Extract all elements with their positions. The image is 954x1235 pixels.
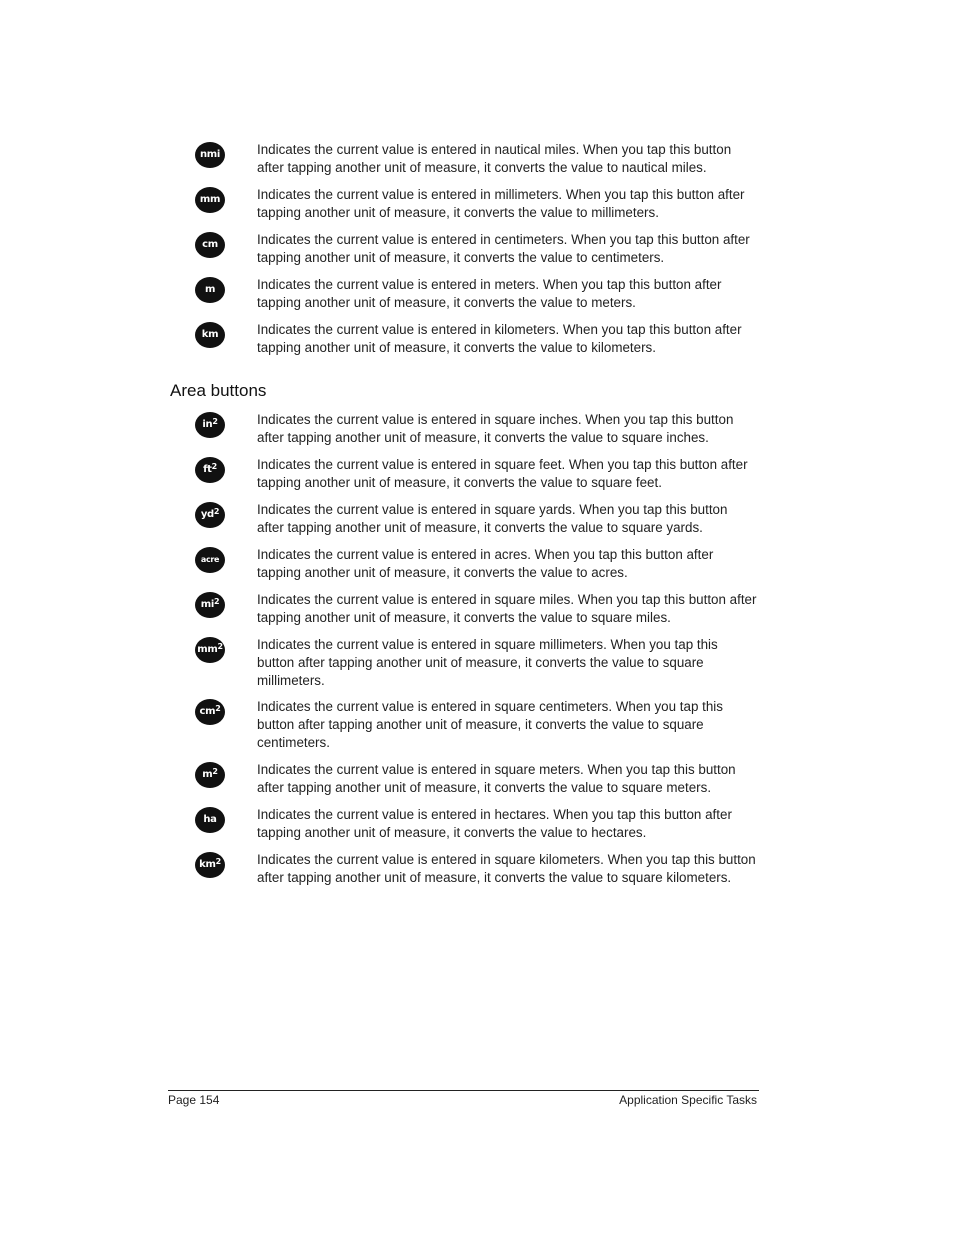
mm-description: Indicates the current value is entered in millimeters. When you tap this button after tapping another unit of measure, it converts the value to millimeters. xyxy=(257,187,745,220)
sq-km-button-icon: km $^2$ xyxy=(195,852,225,878)
sq-in-button-icon: in $^2$ xyxy=(195,412,225,438)
sq-yd-button-icon: yd $^2$ xyxy=(195,502,225,528)
acre-description: Indicates the current value is entered in acres. When you tap this button after tapping another unit of measure, it converts the value to acres. xyxy=(257,547,714,580)
sq-mi-button-icon: mi $^2$ xyxy=(195,592,225,618)
km-description: Indicates the current value is entered in kilometers. When you tap this button after tapping another unit of measure, it converts the value to kilometers. xyxy=(257,322,742,355)
acre-button-icon: acre xyxy=(195,547,225,573)
cm-description: Indicates the current value is entered in centimeters. When you tap this button after tapping another unit of measure, it converts the value to centimeters. xyxy=(257,232,750,265)
mm-button-icon: mm xyxy=(195,187,225,213)
sq-cm-description: Indicates the current value is entered in square centimeters. When you tap this button after tapping another unit of measure, it converts the value to square centimeters. xyxy=(257,699,723,750)
nmi-button-icon: nmi xyxy=(195,142,225,168)
sq-yd-description: Indicates the current value is entered in square yards. When you tap this button after tapping another unit of measure, it converts the value to square yards. xyxy=(257,502,728,535)
page-number: Page 154 xyxy=(168,1093,220,1107)
sq-mm-description: Indicates the current value is entered in square millimeters. When you tap this button after tapping another unit of measure, it converts the value to square millimeters. xyxy=(257,637,718,688)
m-button-icon: m xyxy=(195,277,225,303)
m-description: Indicates the current value is entered in meters. When you tap this button after tapping another unit of measure, it converts the value to meters. xyxy=(257,277,722,310)
sq-m-button-icon: m $^2$ xyxy=(195,762,225,788)
km-button-icon: km xyxy=(195,322,225,348)
ha-button-icon: ha xyxy=(195,807,225,833)
sq-ft-description: Indicates the current value is entered in square feet. When you tap this button after tapping another unit of measure, it converts the value to square feet. xyxy=(257,457,748,490)
footer-section-title: Application Specific Tasks xyxy=(619,1093,757,1107)
sq-m-description: Indicates the current value is entered in square meters. When you tap this button after tapping another unit of measure, it converts the value to square meters. xyxy=(257,762,736,795)
footer-divider xyxy=(168,1090,759,1091)
cm-button-icon: cm xyxy=(195,232,225,258)
nmi-description: Indicates the current value is entered in nautical miles. When you tap this button after tapping another unit of measure, it converts the value to nautical miles. xyxy=(257,142,732,175)
sq-mm-button-icon: mm $^2$ xyxy=(195,637,225,663)
ha-description: Indicates the current value is entered in hectares. When you tap this button after tapping another unit of measure, it converts the value to hectares. xyxy=(257,807,732,840)
sq-cm-button-icon: cm $^2$ xyxy=(195,699,225,725)
sq-mi-description: Indicates the current value is entered in square miles. When you tap this button after tapping another unit of measure, it converts the value to square miles. xyxy=(257,592,757,625)
sq-km-description: Indicates the current value is entered in square kilometers. When you tap this button after tapping another unit of measure, it converts the value to square kilometers. xyxy=(257,852,756,885)
sq-ft-button-icon: ft $^2$ xyxy=(195,457,225,483)
sq-in-description: Indicates the current value is entered in square inches. When you tap this button after tapping another unit of measure, it converts the value to square inches. xyxy=(257,412,734,445)
area-buttons-heading: Area buttons xyxy=(170,381,267,400)
